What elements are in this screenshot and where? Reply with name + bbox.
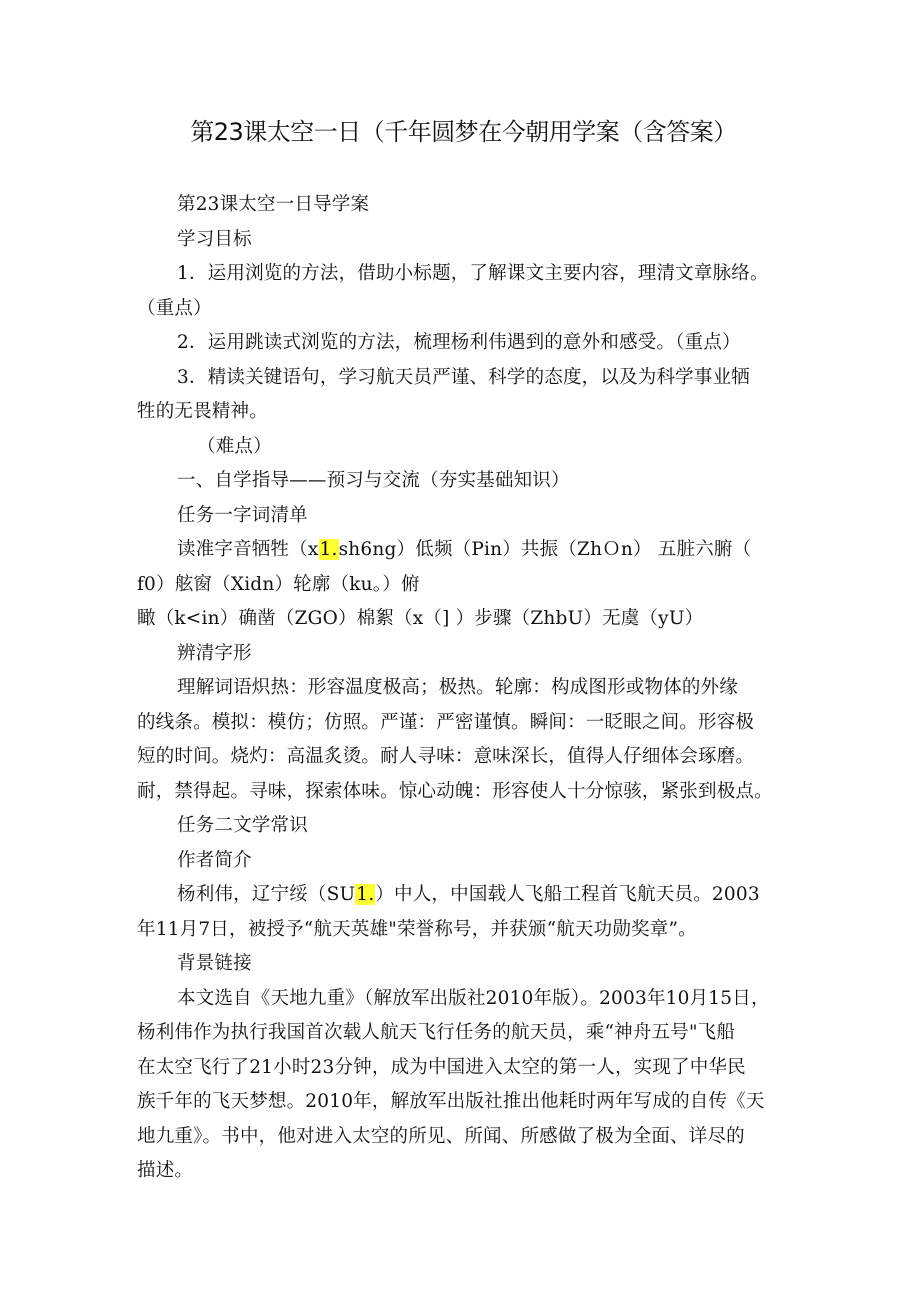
- author-text-b: ）中人，中国载人飞船工程首飞航天员。2003: [375, 884, 760, 905]
- goal-3: 3．精读关键语句，学习航天员严谨、科学的态度，以及为科学事业牺: [177, 366, 750, 388]
- pronunciation-text-b: sh6ng）低频（Pin）共振（ZhＯn） 五脏六腑（: [338, 539, 752, 560]
- pronunciation-line-1: [137, 533, 790, 568]
- highlight-mark-2: 1.: [356, 884, 375, 905]
- vocab-line-4: 耐，禁得起。寻味，探索体味。惊心动魄：形容使人十分惊骇，紧张到极点。: [137, 780, 773, 802]
- author-text-a: 杨利伟，辽宁绥（SU: [177, 884, 356, 905]
- background-line-3: 在太空飞行了21小时23分钟，成为中国进入太空的第一人，实现了中华民: [137, 1056, 746, 1078]
- author-line-1: [137, 878, 790, 913]
- background-line-2: 杨利伟作为执行我国首次载人航天飞行任务的航天员，乘“神舟五号"飞船: [137, 1022, 736, 1043]
- author-line-2: 年11月7日，被授予“航天英雄"荣誉称号，并获颁“航天功勋奖章”。: [137, 918, 697, 940]
- highlight-mark: 1.: [319, 539, 338, 560]
- goal-1: 1．运用浏览的方法，借助小标题，了解课文主要内容，理清文章脉络。: [177, 263, 769, 284]
- background-line-1: 本文选自《天地九重》（解放军出版社2010年版）。2003年10月15日，: [177, 987, 770, 1009]
- section-heading-goals: 学习目标: [177, 228, 252, 250]
- goal-3-cont: 牲的无畏精神。: [137, 401, 268, 422]
- author-heading: 作者简介: [177, 849, 252, 871]
- section-heading-self-study: 一、自学指导——预习与交流（夯实基础知识）: [177, 470, 570, 491]
- goal-2: 2．运用跳读式浏览的方法，梳理杨利伟遇到的意外和感受。（重点）: [177, 332, 741, 353]
- background-heading: 背景链接: [177, 953, 252, 974]
- word-form-heading: 辨清字形: [177, 642, 252, 664]
- background-line-6: 描述。: [137, 1160, 194, 1181]
- pronunciation-text-a: 读准字音牺牲（x: [177, 539, 319, 560]
- vocab-line-1: 理解词语炽热：形容温度极高；极热。轮廓：构成图形或物体的外缘: [177, 677, 739, 698]
- document-title: 第23课太空一日（千年圆梦在今朝用学案（含答案）: [190, 118, 737, 146]
- goal-3-note: （难点）: [197, 435, 272, 457]
- task-2-heading: 任务二文学常识: [177, 815, 308, 836]
- background-line-5: 地九重》。书中，他对进入太空的所见、所闻、所感做了极为全面、详尽的: [137, 1125, 745, 1147]
- vocab-line-2: 的线条。模拟：模仿；仿照。严谨：严密谨慎。瞬间：一眨眼之间。形容极: [137, 711, 755, 733]
- pronunciation-line-2: f0）舷窗（Xidn）轮廓（ku。）俯: [137, 573, 420, 595]
- pronunciation-line-3: 瞰（k<in）确凿（ZGO）棉絮（x（] ）步骤（ZhbU）无虞（yU）: [137, 608, 704, 629]
- task-1-heading: 任务一字词清单: [177, 504, 308, 526]
- vocab-line-3: 短的时间。烧灼：高温炙烫。耐人寻味：意味深长，值得人仔细体会琢磨。: [137, 746, 755, 767]
- background-line-4: 族千年的飞天梦想。2010年，解放军出版社推出他耗时两年写成的自传《天: [137, 1091, 765, 1112]
- goal-1-note: （重点）: [137, 297, 212, 319]
- subtitle: 第23课太空一日导学案: [177, 194, 370, 215]
